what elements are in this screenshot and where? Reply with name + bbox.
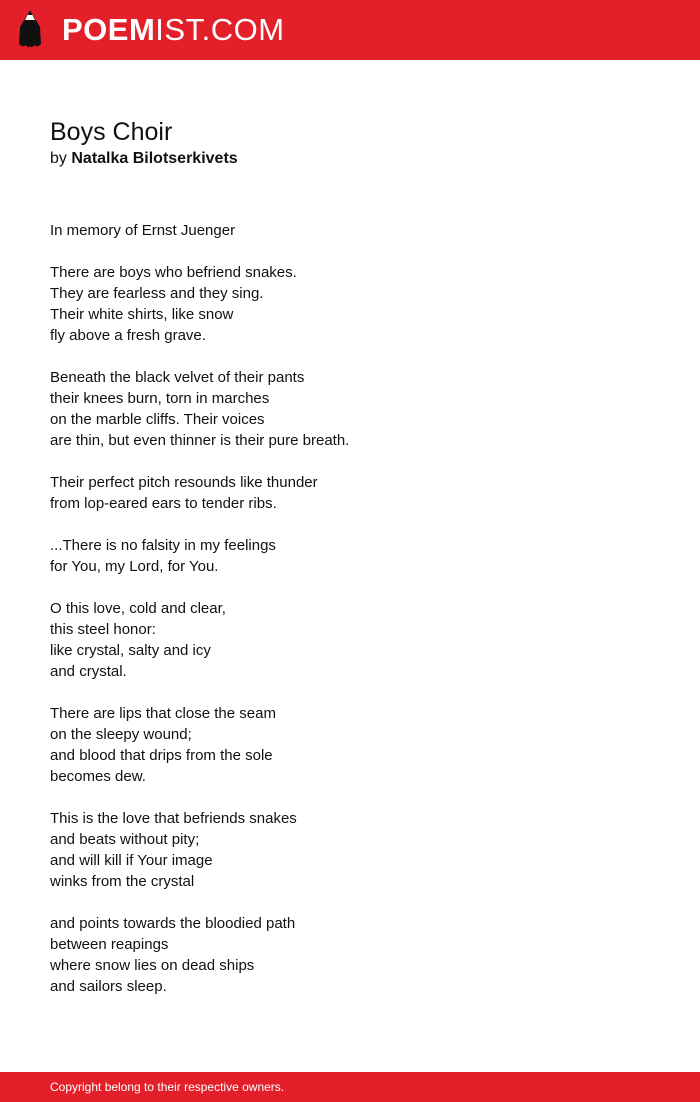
poem-line: becomes dew.: [50, 768, 146, 785]
poem-line: This is the love that befriends snakes: [50, 810, 297, 827]
poem-stanza: [50, 535, 650, 577]
poem-line: and will kill if Your image: [50, 852, 213, 869]
poem-stanza: [50, 262, 650, 346]
poem-line: winks from the crystal: [50, 873, 195, 890]
poem-line: and crystal.: [50, 663, 127, 680]
poem-line: for You, my Lord, for You.: [50, 558, 219, 575]
logo-text-light: IST.COM: [155, 12, 285, 47]
poem-line: and blood that drips from the sole: [50, 747, 273, 764]
poem-line: from lop-eared ears to tender ribs.: [50, 495, 277, 512]
by-label: by: [50, 150, 67, 167]
poem-line: on the marble cliffs. Their voices: [50, 411, 265, 428]
site-logo[interactable]: [62, 10, 285, 50]
poem-body: [50, 220, 650, 997]
poem-container: [50, 116, 650, 1018]
poem-stanza: [50, 367, 650, 451]
copyright-text: Copyright belong to their respective owners.: [50, 1080, 285, 1094]
poem-stanza: [50, 598, 650, 682]
logo-text-bold: POEM: [62, 12, 156, 47]
poem-stanza: [50, 220, 650, 241]
poem-line: between reapings: [50, 936, 169, 953]
poem-line: like crystal, salty and icy: [50, 642, 211, 659]
poem-stanza: [50, 472, 650, 514]
poem-line: In memory of Ernst Juenger: [50, 222, 236, 239]
poem-line: this steel honor:: [50, 621, 156, 638]
poem-line: There are lips that close the seam: [50, 705, 276, 722]
poem-stanza: [50, 703, 650, 787]
poem-line: their knees burn, torn in marches: [50, 390, 270, 407]
byline: [50, 148, 650, 170]
poem-line: and beats without pity;: [50, 831, 200, 848]
poem-title: Boys Choir: [50, 118, 173, 146]
poem-line: where snow lies on dead ships: [50, 957, 255, 974]
poem-line: O this love, cold and clear,: [50, 600, 226, 617]
poem-line: are thin, but even thinner is their pure breath.: [50, 432, 350, 449]
site-footer: [0, 1072, 700, 1102]
poem-line: ...There is no falsity in my feelings: [50, 537, 276, 554]
pencil-logo-icon[interactable]: [16, 9, 44, 51]
poem-line: Their white shirts, like snow: [50, 306, 234, 323]
poem-line: fly above a fresh grave.: [50, 327, 206, 344]
poem-line: and sailors sleep.: [50, 978, 167, 995]
author-name: Natalka Bilotserkivets: [71, 150, 238, 167]
poem-line: Their perfect pitch resounds like thunder: [50, 474, 318, 491]
poem-line: They are fearless and they sing.: [50, 285, 264, 302]
poem-stanza: [50, 913, 650, 997]
poem-stanza: [50, 808, 650, 892]
poem-line: Beneath the black velvet of their pants: [50, 369, 305, 386]
poem-line: There are boys who befriend snakes.: [50, 264, 297, 281]
poem-line: on the sleepy wound;: [50, 726, 192, 743]
poem-line: and points towards the bloodied path: [50, 915, 296, 932]
site-header: [0, 0, 700, 60]
